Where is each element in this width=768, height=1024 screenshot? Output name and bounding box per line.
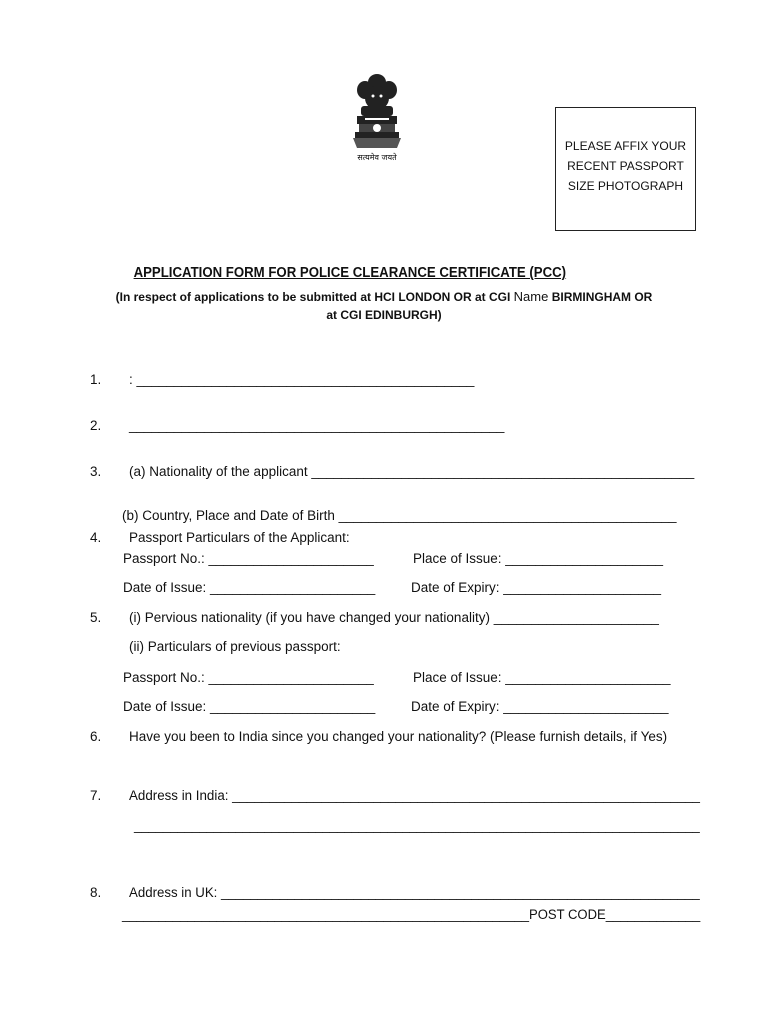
- subtitle-part2: Name: [513, 289, 549, 304]
- prev-date-of-expiry-field[interactable]: Date of Expiry: ______________________: [411, 699, 669, 714]
- item-number: 8.: [90, 885, 102, 900]
- form-subtitle: [110, 288, 658, 324]
- subtitle-part1: (In respect of applications to be submitted at HCI LONDON OR at CGI: [115, 290, 514, 304]
- photo-box: [555, 107, 696, 231]
- form-title: APPLICATION FORM FOR POLICE CLEARANCE CERTIFICATE (PCC): [133, 265, 567, 281]
- item-2-field[interactable]: __________________________________________________: [129, 418, 505, 433]
- photo-box-line: RECENT PASSPORT: [567, 159, 684, 173]
- india-visit-question: Have you been to India since you changed your nationality? (Please furnish details, if Yes): [129, 729, 668, 744]
- item-number: 3.: [90, 464, 102, 479]
- emblem-motto: सत्यमेव जयते: [357, 153, 397, 162]
- subtitle-part3: BIRMINGHAM OR at CGI EDINBURGH): [326, 290, 653, 322]
- birth-details-field[interactable]: (b) Country, Place and Date of Birth _____________________________________________: [122, 508, 677, 523]
- address-uk-line-2-postcode[interactable]: ________________________________________________________POST CODE_____________: [122, 907, 701, 922]
- date-of-expiry-field[interactable]: Date of Expiry: _____________________: [411, 580, 661, 595]
- address-uk-field[interactable]: Address in UK: _________________________________________________________________: [129, 885, 700, 900]
- previous-nationality-field[interactable]: (i) Pervious nationality (if you have changed your nationality) ______________________: [129, 610, 659, 625]
- prev-passport-no-field[interactable]: Passport No.: ______________________: [123, 670, 374, 685]
- item-number: 2.: [90, 418, 102, 433]
- address-india-field[interactable]: Address in India: _______________________________________________________________: [129, 788, 700, 803]
- item-number: 6.: [90, 729, 102, 744]
- passport-particulars-label: Passport Particulars of the Applicant:: [129, 530, 350, 545]
- date-of-issue-field[interactable]: Date of Issue: ______________________: [123, 580, 376, 595]
- prev-date-of-issue-field[interactable]: Date of Issue: ______________________: [123, 699, 376, 714]
- photo-box-line: SIZE PHOTOGRAPH: [567, 179, 684, 193]
- photo-box-line: PLEASE AFFIX YOUR: [564, 139, 687, 153]
- prev-place-of-issue-field[interactable]: Place of Issue: ______________________: [413, 670, 671, 685]
- address-india-line-2[interactable]: ______________________________________________________________________________: [134, 818, 700, 833]
- item-1-field[interactable]: : _____________________________________________: [129, 372, 475, 387]
- item-number: 5.: [90, 610, 102, 625]
- item-number: 1.: [90, 372, 102, 387]
- item-number: 7.: [90, 788, 102, 803]
- nationality-field[interactable]: (a) Nationality of the applicant ___________________________________________________: [129, 464, 695, 479]
- previous-passport-label: (ii) Particulars of previous passport:: [129, 639, 341, 654]
- passport-no-field[interactable]: Passport No.: ______________________: [123, 551, 374, 566]
- item-number: 4.: [90, 530, 102, 545]
- place-of-issue-field[interactable]: Place of Issue: _____________________: [413, 551, 663, 566]
